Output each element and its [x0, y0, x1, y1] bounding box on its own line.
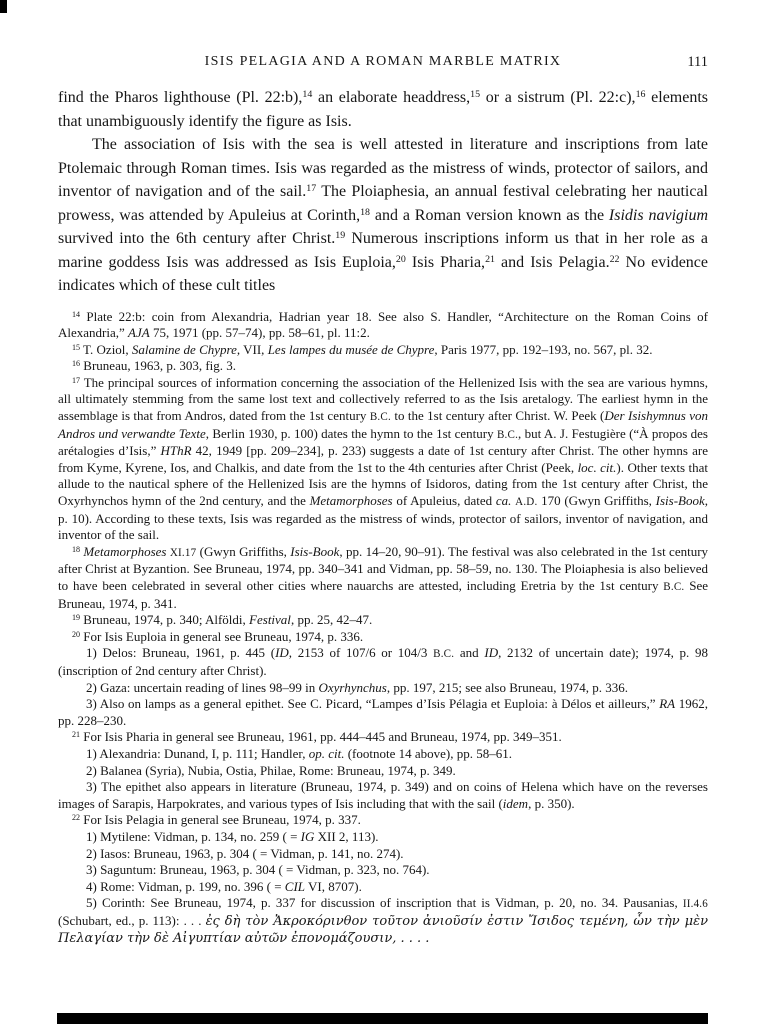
text-segment: Numerous inscriptions inform us that in her role as a marine goddess Isis was addressed as Isis Euploia, — [58, 230, 708, 271]
italic-text: Les lampes du musée de Chypre — [267, 341, 435, 357]
italic-text: Der Isishymnus von Andros und verwandte Texte — [58, 408, 708, 441]
italic-text: Metamorphoses — [309, 493, 393, 509]
text-segment: , 2132 of uncertain date); 1974, p. 98 (inscription of 2nd century after Christ). — [58, 645, 708, 678]
italic-text: ID — [484, 645, 499, 661]
text-segment: T. Oziol, — [80, 341, 132, 357]
text-segment: Plate 22:b: coin from Alexandria, Hadrian year 18. See also S. Handler, “Architecture on the Roman Coins of Alexandria,” — [58, 308, 708, 341]
greek-text: ἐς δὴ τὸν Ἀκροκόρινθον τοῦτον ἀνιοῦσίν ἐστιν Ἴσιδος τεμένη, ὧν τὴν μὲν Πελαγίαν τὴν δὲ Αἰγυπτίαν αὐτῶν ἐπονομάζουσιν, . . . . — [58, 913, 708, 947]
text-segment: (footnote 14 above), pp. 58–61. — [344, 745, 512, 761]
footnotes — [58, 309, 708, 949]
footnote-subitem — [58, 746, 708, 763]
footnote-subitem — [58, 680, 708, 697]
footnote — [58, 729, 708, 746]
text-segment: find the Pharos lighthouse (Pl. 22:b), — [58, 89, 303, 106]
footnote-marker: 15 — [470, 89, 481, 101]
text-segment: 2) Iasos: Bruneau, 1963, p. 304 ( = Vidman, p. 141, no. 274). — [86, 845, 404, 861]
text-segment: , Berlin 1930, p. 100) dates the hymn to the 1st century — [205, 425, 497, 441]
text-segment: , pp. 197, 215; see also Bruneau, 1974, p. 336. — [386, 679, 629, 695]
text-segment: The Ploiaphesia, an annual festival celebrating her nautical prowess, was attended by Apuleius at Corinth, — [58, 183, 708, 224]
small-caps-text: B.C. — [433, 648, 455, 661]
text-segment: See Bruneau, 1974, p. 341. — [58, 578, 708, 611]
text-segment: 1) Mytilene: Vidman, p. 134, no. 259 ( = — [86, 828, 301, 844]
small-caps-text: XI.17 — [169, 546, 197, 559]
footnote — [58, 629, 708, 646]
small-caps-text: II.4.6 — [682, 898, 708, 911]
text-segment: 1) Delos: Bruneau, 1961, p. 445 ( — [86, 645, 276, 661]
footnote-marker: 22 — [72, 813, 81, 823]
footnote-marker: 21 — [72, 730, 81, 740]
text-segment: , pp. 14–20, 90–91). The festival was also celebrated in the 1st century after Christ at Byzantion. See Bruneau, 1974, pp. 340–341 and Vidman, pp. 58–59, no. 130. The Ploiaphesia is also believed to have been celebrated in several other cities where nauarchs are attested, including Eretria by the 1st century — [58, 543, 709, 593]
text-segment: (Gwyn Griffiths, — [196, 543, 291, 559]
footnote-subitem — [58, 645, 708, 679]
footnote-subitem — [58, 846, 708, 863]
italic-text: loc. cit. — [577, 459, 617, 475]
small-caps-text: B.C. — [663, 581, 685, 593]
footnote-marker: 20 — [72, 629, 81, 639]
running-head — [58, 54, 708, 72]
text-segment: Bruneau, 1963, p. 303, fig. 3. — [80, 358, 237, 374]
italic-text: Festival — [249, 612, 291, 628]
italic-text: CIL — [284, 878, 306, 894]
italic-text: ca. — [495, 493, 512, 509]
footnote-marker: 22 — [609, 253, 620, 265]
small-caps-text: A.D. — [515, 496, 538, 509]
footnote-marker: 18 — [72, 544, 81, 554]
footnote-marker: 18 — [360, 206, 370, 218]
footnote-subitem — [58, 862, 708, 879]
footnote-marker: 21 — [485, 253, 495, 265]
text-segment: , but A. J. Festugière (“À propos des arétalogies d’Isis,” — [58, 425, 708, 459]
footnote-subitem — [58, 763, 708, 780]
text-segment: 2) Gaza: uncertain reading of lines 98–99 in — [86, 679, 319, 695]
italic-text: op. cit. — [308, 745, 345, 761]
footnote-marker: 19 — [335, 230, 346, 242]
text-segment: VII, — [240, 341, 268, 357]
text-segment: 4) Rome: Vidman, p. 199, no. 396 ( = — [86, 878, 285, 894]
text-segment: 5) Corinth: See Bruneau, 1974, p. 337 for discussion of inscription that is Vidman, p. 20, no. 34. Pausanias, — [86, 895, 683, 911]
text-segment: 3) Saguntum: Bruneau, 1963, p. 304 ( = Vidman, p. 323, no. 764). — [86, 862, 430, 878]
footnote-marker: 17 — [306, 183, 317, 195]
footnote-subitem — [58, 696, 708, 729]
text-segment: or a sistrum (Pl. 22:c), — [480, 89, 636, 106]
text-segment: an elaborate headdress, — [312, 89, 471, 106]
text-segment: For Isis Pharia in general see Bruneau, 1961, pp. 444–445 and Bruneau, 1974, pp. 349–351. — [80, 729, 562, 745]
italic-text: Isis-Book — [655, 493, 705, 509]
italic-text: Isis-Book — [290, 543, 340, 559]
body-text — [58, 86, 708, 298]
small-caps-text: B.C. — [496, 428, 519, 441]
footnote-subitem — [58, 779, 708, 812]
italic-text: Isidis navigium — [608, 206, 709, 224]
text-segment: Isis Pharia, — [405, 253, 486, 271]
footnote-marker: 19 — [72, 613, 81, 623]
text-segment: , 2153 of 107/6 or 104/3 — [288, 645, 434, 661]
italic-text: Oxyrhynchus — [318, 679, 387, 695]
text-segment: ). Other texts that allude to the nautical sphere of the Hellenized Isis are the hymns of Isidoros, dating from the 1st century after Christ, the Oxyrhynchos hymn of the 2nd century, and the — [58, 459, 708, 509]
footnote — [58, 612, 708, 629]
footnote-subitem — [58, 829, 708, 846]
text-segment: (Schubart, ed., p. 113): . . . — [58, 912, 206, 928]
footnote-marker: 16 — [635, 89, 646, 101]
article-title: ISIS PELAGIA AND A ROMAN MARBLE MATRIX — [204, 54, 562, 69]
text-segment: 75, 1971 (pp. 57–74), pp. 58–61, pl. 11:2. — [149, 325, 370, 341]
text-segment: of Apuleius, dated — [392, 493, 496, 509]
footnote — [58, 358, 708, 375]
footnote-marker: 15 — [72, 342, 81, 352]
footnote-marker: 16 — [72, 359, 81, 369]
text-segment: 2) Balanea (Syria), Nubia, Ostia, Philae, Rome: Bruneau, 1974, p. 349. — [86, 762, 456, 778]
text-segment: For Isis Euploia in general see Bruneau, 1974, p. 336. — [80, 628, 364, 644]
text-segment: and a Roman version known as the — [369, 206, 609, 224]
text-segment: No evidence indicates which of these cult titles — [58, 253, 709, 294]
italic-text: idem — [502, 795, 529, 811]
page-number: 111 — [687, 54, 708, 70]
footnote-marker: 14 — [72, 309, 81, 319]
italic-text: Metamorphoses — [83, 543, 167, 559]
footnote — [58, 544, 708, 612]
text-segment: VI, 8707). — [305, 878, 362, 894]
text-segment: , p. 10). According to these texts, Isis was regarded as the mistress of winds, protector of sailors, inventor of navigation, and inventor of the sail. — [58, 493, 708, 543]
text-segment: 3) The epithet also appears in literature (Bruneau, 1974, p. 349) and on coins of Helena which have on the reverses images of Sarapis, Harpokrates, and various types of Isis including that with the sail ( — [58, 779, 708, 811]
text-segment: 1) Alexandria: Dunand, I, p. 111; Handler, — [86, 745, 309, 761]
body-paragraph — [58, 133, 708, 298]
italic-text: RA — [659, 696, 676, 712]
text-segment: 42, 1949 [pp. 209–234], p. 233) suggests a date of 1st century after Christ. The other hymns are from Kyme, Kyrene, Ios, and Chalkis, and date from the 1st to the 4th centuries after Christ (Peek, — [58, 443, 708, 475]
text-segment: elements that unambiguously identify the figure as Isis. — [58, 89, 709, 130]
text-segment: to the 1st century after Christ. W. Peek ( — [390, 408, 605, 424]
footnote-subitem — [58, 895, 708, 948]
footnote — [58, 375, 708, 544]
text-segment: 170 (Gwyn Griffiths, — [537, 493, 656, 509]
footnote — [58, 812, 708, 829]
text-segment: Bruneau, 1974, p. 340; Alföldi, — [80, 612, 250, 628]
text-segment: XII 2, 113). — [314, 828, 379, 844]
text-segment: 3) Also on lamps as a general epithet. See C. Picard, “Lampes d’Isis Pélagia et Euploia: à Délos et ailleurs,” — [86, 696, 660, 712]
italic-text: ID — [275, 645, 289, 661]
text-segment: The association of Isis with the sea is well attested in literature and inscriptions from late Ptolemaic through Roman times. Isis was regarded as the mistress of winds, protector of sailors, and inventor of navigation and of the sail. — [58, 136, 708, 200]
text-segment: and Isis Pelagia. — [494, 253, 610, 271]
text-segment: survived into the 6th century after Christ. — [58, 230, 336, 247]
footnote-marker: 20 — [395, 253, 406, 265]
text-segment: and — [454, 645, 485, 661]
text-segment: The principal sources of information concerning the association of the Hellenized Isis with the sea are various hymns, all ultimately stemming from the same lost text and collectively referred to as the Isis aretalogy. The earliest hymn in the assemblage is that from Andros, dated from the 1st century — [58, 374, 708, 424]
body-paragraph — [58, 86, 708, 133]
italic-text: IG — [300, 828, 315, 844]
text-segment: , p. 350). — [528, 795, 575, 811]
small-caps-text: B.C. — [369, 411, 391, 424]
scan-artifact-corner — [0, 0, 7, 13]
text-segment: , Paris 1977, pp. 192–193, no. 567, pl. 32. — [434, 341, 653, 357]
italic-text: Salamine de Chypre, — [131, 341, 241, 357]
text-segment: , pp. 25, 42–47. — [290, 612, 373, 628]
footnote — [58, 342, 708, 359]
footnote-marker: 17 — [72, 375, 81, 385]
footnote — [58, 309, 708, 342]
text-segment: 1962, pp. 228–230. — [58, 696, 709, 728]
text-segment: For Isis Pelagia in general see Bruneau, 1974, p. 337. — [80, 812, 361, 828]
footnote-marker: 14 — [302, 89, 313, 101]
page-content — [58, 54, 708, 948]
scan-artifact-bar — [57, 1013, 708, 1024]
italic-text: AJA — [128, 325, 150, 341]
italic-text: HThR — [160, 443, 192, 459]
footnote-subitem — [58, 879, 708, 896]
